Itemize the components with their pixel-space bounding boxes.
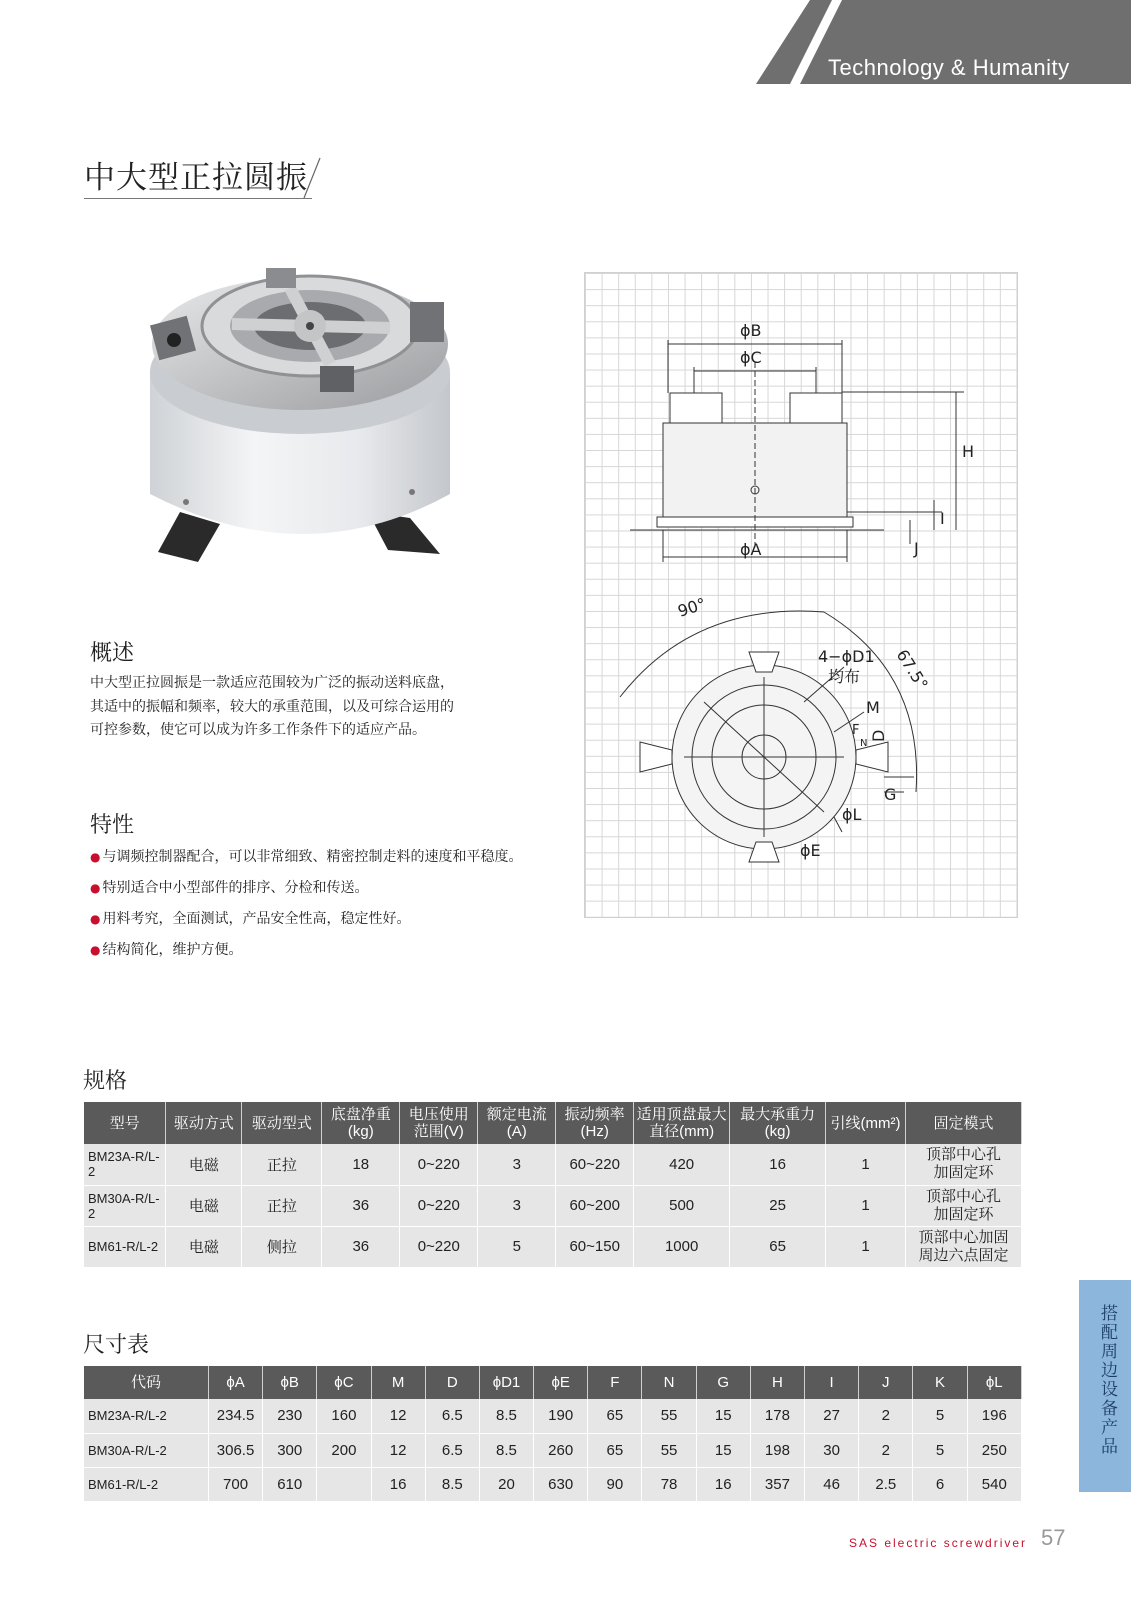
- dimensions-value-cell: 55: [642, 1433, 696, 1467]
- dimensions-header-cell: D: [425, 1366, 479, 1399]
- dimensions-row: [84, 1399, 1022, 1433]
- dimensions-value-cell: 12: [371, 1399, 425, 1433]
- spec-header-cell: 适用顶盘最大 直径(mm): [634, 1102, 730, 1144]
- spec-header-cell: 振动频率 (Hz): [556, 1102, 634, 1144]
- overview-text: [90, 672, 510, 743]
- spec-cell-freq: 60~200: [556, 1185, 634, 1226]
- spec-cell-type: 侧拉: [242, 1226, 322, 1267]
- dimensions-value-cell: 230: [263, 1399, 317, 1433]
- dimensions-value-cell: 15: [696, 1399, 750, 1433]
- bullet-icon: ●: [90, 943, 101, 957]
- spec-cell-current: 3: [478, 1144, 556, 1185]
- features-list: [90, 842, 522, 966]
- spec-cell-voltage: 0~220: [400, 1185, 478, 1226]
- dimensions-header-cell: H: [750, 1366, 804, 1399]
- dimensions-header-cell: ϕB: [263, 1366, 317, 1399]
- dimensions-value-cell: 6.5: [425, 1433, 479, 1467]
- dimensions-value-cell: 610: [263, 1467, 317, 1501]
- dimensions-value-cell: 15: [696, 1433, 750, 1467]
- dimensions-value-cell: 12: [371, 1433, 425, 1467]
- dimensions-value-cell: 30: [805, 1433, 859, 1467]
- category-side-tab[interactable]: [1079, 1280, 1131, 1492]
- dimensions-value-cell: 250: [967, 1433, 1021, 1467]
- dimensions-value-cell: 357: [750, 1467, 804, 1501]
- dimensions-value-cell: 8.5: [479, 1433, 533, 1467]
- spec-row: [84, 1144, 1022, 1185]
- spec-cell-wire: 1: [826, 1226, 906, 1267]
- dimensions-code-cell: BM30A-R/L-2: [84, 1433, 208, 1467]
- label-J: J: [914, 539, 919, 558]
- dimensions-code-cell: BM61-R/L-2: [84, 1467, 208, 1501]
- dimensions-value-cell: 2.5: [859, 1467, 913, 1501]
- label-F: F: [852, 723, 860, 738]
- dimensions-header-cell: ϕE: [534, 1366, 588, 1399]
- dimensions-value-cell: 160: [317, 1399, 371, 1433]
- dimensions-value-cell: 78: [642, 1467, 696, 1501]
- spec-cell-weight: 36: [322, 1226, 400, 1267]
- dimensions-header-cell: ϕA: [208, 1366, 262, 1399]
- spec-header-cell: 最大承重力 (kg): [730, 1102, 826, 1144]
- dimensions-value-cell: 5: [913, 1399, 967, 1433]
- dimensions-value-cell: 200: [317, 1433, 371, 1467]
- bullet-icon: ●: [90, 850, 101, 864]
- spec-cell-weight: 36: [322, 1185, 400, 1226]
- dimensions-value-cell: 65: [588, 1399, 642, 1433]
- brand-slogan: Technology & Humanity: [828, 55, 1070, 80]
- dimensions-value-cell: 20: [479, 1467, 533, 1501]
- page-title: 中大型正拉圆振: [84, 160, 308, 196]
- dimensions-value-cell: 2: [859, 1433, 913, 1467]
- dimensions-row: [84, 1467, 1022, 1501]
- spec-header-cell: 电压使用 范围(V): [400, 1102, 478, 1144]
- label-I: I: [940, 509, 945, 528]
- spec-cell-freq: 60~150: [556, 1226, 634, 1267]
- dimensions-value-cell: 700: [208, 1467, 262, 1501]
- spec-cell-type: 正拉: [242, 1185, 322, 1226]
- label-holes-count: 4−ϕD1: [818, 647, 875, 666]
- feature-item: ● 用料考究，全面测试，产品安全性高，稳定性好。: [90, 911, 411, 927]
- dimensions-value-cell: 300: [263, 1433, 317, 1467]
- spec-header-cell: 驱动型式: [242, 1102, 322, 1144]
- dimensions-value-cell: 6: [913, 1467, 967, 1501]
- footer-brand: SAS electric screwdriver: [849, 1536, 1028, 1550]
- features-heading: 特性: [90, 813, 135, 838]
- dimensions-table: [84, 1366, 1022, 1502]
- spec-cell-freq: 60~220: [556, 1144, 634, 1185]
- dimensions-row: [84, 1433, 1022, 1467]
- dimensions-header-cell: 代码: [84, 1366, 208, 1399]
- dimensions-value-cell: 234.5: [208, 1399, 262, 1433]
- spec-cell-load: 16: [730, 1144, 826, 1185]
- overview-line: 中大型正拉圆振是一款适应范围较为广泛的振动送料底盘，: [90, 675, 454, 691]
- side-tab-label: 搭配周边设备产品: [1097, 1304, 1117, 1456]
- label-phiE: ϕE: [800, 841, 821, 860]
- dimensions-header-cell: ϕC: [317, 1366, 371, 1399]
- spec-cell-fix: 顶部中心孔 加固定环: [906, 1144, 1022, 1185]
- dimensions-value-cell: 5: [913, 1433, 967, 1467]
- label-angle-67-5: 67.5°: [892, 646, 932, 694]
- label-holes-even: 均布: [828, 667, 861, 686]
- dimensions-header-cell: I: [805, 1366, 859, 1399]
- spec-cell-model: BM30A-R/L-2: [84, 1185, 166, 1226]
- dimensions-header-cell: G: [696, 1366, 750, 1399]
- label-phiB: ϕB: [740, 321, 762, 340]
- spec-cell-current: 5: [478, 1226, 556, 1267]
- bullet-icon: ●: [90, 881, 101, 895]
- spec-cell-voltage: 0~220: [400, 1144, 478, 1185]
- overview-heading: 概述: [90, 641, 135, 666]
- spec-header-cell: 固定模式: [906, 1102, 1022, 1144]
- dimensions-value-cell: 27: [805, 1399, 859, 1433]
- product-photo: [140, 262, 470, 582]
- dimensions-header-cell: J: [859, 1366, 913, 1399]
- dimensions-value-cell: [317, 1467, 371, 1501]
- dimensions-value-cell: 46: [805, 1467, 859, 1501]
- label-phiA: ϕA: [740, 540, 762, 559]
- label-G: G: [884, 785, 897, 804]
- dimensions-value-cell: 178: [750, 1399, 804, 1433]
- dimensions-header-cell: N: [642, 1366, 696, 1399]
- feature-item: ● 与调频控制器配合，可以非常细致、精密控制走料的速度和平稳度。: [90, 849, 523, 865]
- dimensions-heading: 尺寸表: [83, 1333, 150, 1358]
- dimensions-header-cell: M: [371, 1366, 425, 1399]
- spec-cell-model: BM23A-R/L-2: [84, 1144, 166, 1185]
- dimensions-value-cell: 540: [967, 1467, 1021, 1501]
- dimensions-value-cell: 198: [750, 1433, 804, 1467]
- spec-heading: 规格: [83, 1069, 128, 1094]
- spec-cell-wire: 1: [826, 1144, 906, 1185]
- drawing-lines: [584, 272, 1016, 916]
- spec-cell-type: 正拉: [242, 1144, 322, 1185]
- dimensions-value-cell: 55: [642, 1399, 696, 1433]
- spec-cell-drive: 电磁: [166, 1226, 242, 1267]
- dimensions-header-cell: K: [913, 1366, 967, 1399]
- feature-item: ● 特别适合中小型部件的排序、分检和传送。: [90, 880, 369, 896]
- dimensions-value-cell: 630: [534, 1467, 588, 1501]
- label-angle-90: 90°: [675, 593, 709, 621]
- spec-cell-fix: 顶部中心孔 加固定环: [906, 1185, 1022, 1226]
- label-N: N: [860, 738, 868, 749]
- dimensions-value-cell: 260: [534, 1433, 588, 1467]
- dimensions-code-cell: BM23A-R/L-2: [84, 1399, 208, 1433]
- dimensions-header-cell: ϕD1: [479, 1366, 533, 1399]
- dimensions-value-cell: 8.5: [479, 1399, 533, 1433]
- spec-header-cell: 底盘净重 (kg): [322, 1102, 400, 1144]
- spec-cell-diameter: 420: [634, 1144, 730, 1185]
- dimensions-value-cell: 8.5: [425, 1467, 479, 1501]
- spec-cell-drive: 电磁: [166, 1185, 242, 1226]
- spec-cell-load: 65: [730, 1226, 826, 1267]
- page-number: 57: [1041, 1525, 1066, 1550]
- spec-row: [84, 1226, 1022, 1267]
- dimensions-value-cell: 2: [859, 1399, 913, 1433]
- label-M: M: [866, 698, 880, 717]
- dimensions-value-cell: 16: [696, 1467, 750, 1501]
- spec-cell-fix: 顶部中心加固 周边六点固定: [906, 1226, 1022, 1267]
- title-slash-icon: [300, 156, 324, 200]
- spec-row: [84, 1185, 1022, 1226]
- spec-cell-model: BM61-R/L-2: [84, 1226, 166, 1267]
- overview-line: 其适中的振幅和频率，较大的承重范围，以及可综合运用的: [90, 698, 454, 715]
- dimensions-header-cell: F: [588, 1366, 642, 1399]
- dimensions-value-cell: 196: [967, 1399, 1021, 1433]
- spec-table: [84, 1102, 1022, 1268]
- dimensions-value-cell: 90: [588, 1467, 642, 1501]
- label-phiL: ϕL: [842, 805, 862, 824]
- overview-line: 可控参数，使它可以成为许多工作条件下的适应产品。: [90, 722, 426, 738]
- dimensions-value-cell: 306.5: [208, 1433, 262, 1467]
- spec-cell-drive: 电磁: [166, 1144, 242, 1185]
- spec-cell-diameter: 1000: [634, 1226, 730, 1267]
- spec-cell-wire: 1: [826, 1185, 906, 1226]
- spec-cell-load: 25: [730, 1185, 826, 1226]
- spec-cell-weight: 18: [322, 1144, 400, 1185]
- title-underline: [84, 198, 312, 199]
- label-H: H: [962, 442, 975, 461]
- bullet-icon: ●: [90, 912, 101, 926]
- label-D: D: [869, 729, 888, 742]
- label-phiC: ϕC: [740, 348, 762, 367]
- spec-header-cell: 驱动方式: [166, 1102, 242, 1144]
- feature-item: ● 结构简化，维护方便。: [90, 942, 243, 958]
- spec-header-cell: 引线(mm²): [826, 1102, 906, 1144]
- dimensions-value-cell: 65: [588, 1433, 642, 1467]
- dimensions-value-cell: 16: [371, 1467, 425, 1501]
- spec-cell-diameter: 500: [634, 1185, 730, 1226]
- dimensions-value-cell: 190: [534, 1399, 588, 1433]
- spec-cell-voltage: 0~220: [400, 1226, 478, 1267]
- spec-cell-current: 3: [478, 1185, 556, 1226]
- spec-header-cell: 型号: [84, 1102, 166, 1144]
- spec-header-cell: 额定电流 (A): [478, 1102, 556, 1144]
- dimensions-value-cell: 6.5: [425, 1399, 479, 1433]
- dimensions-header-cell: ϕL: [967, 1366, 1021, 1399]
